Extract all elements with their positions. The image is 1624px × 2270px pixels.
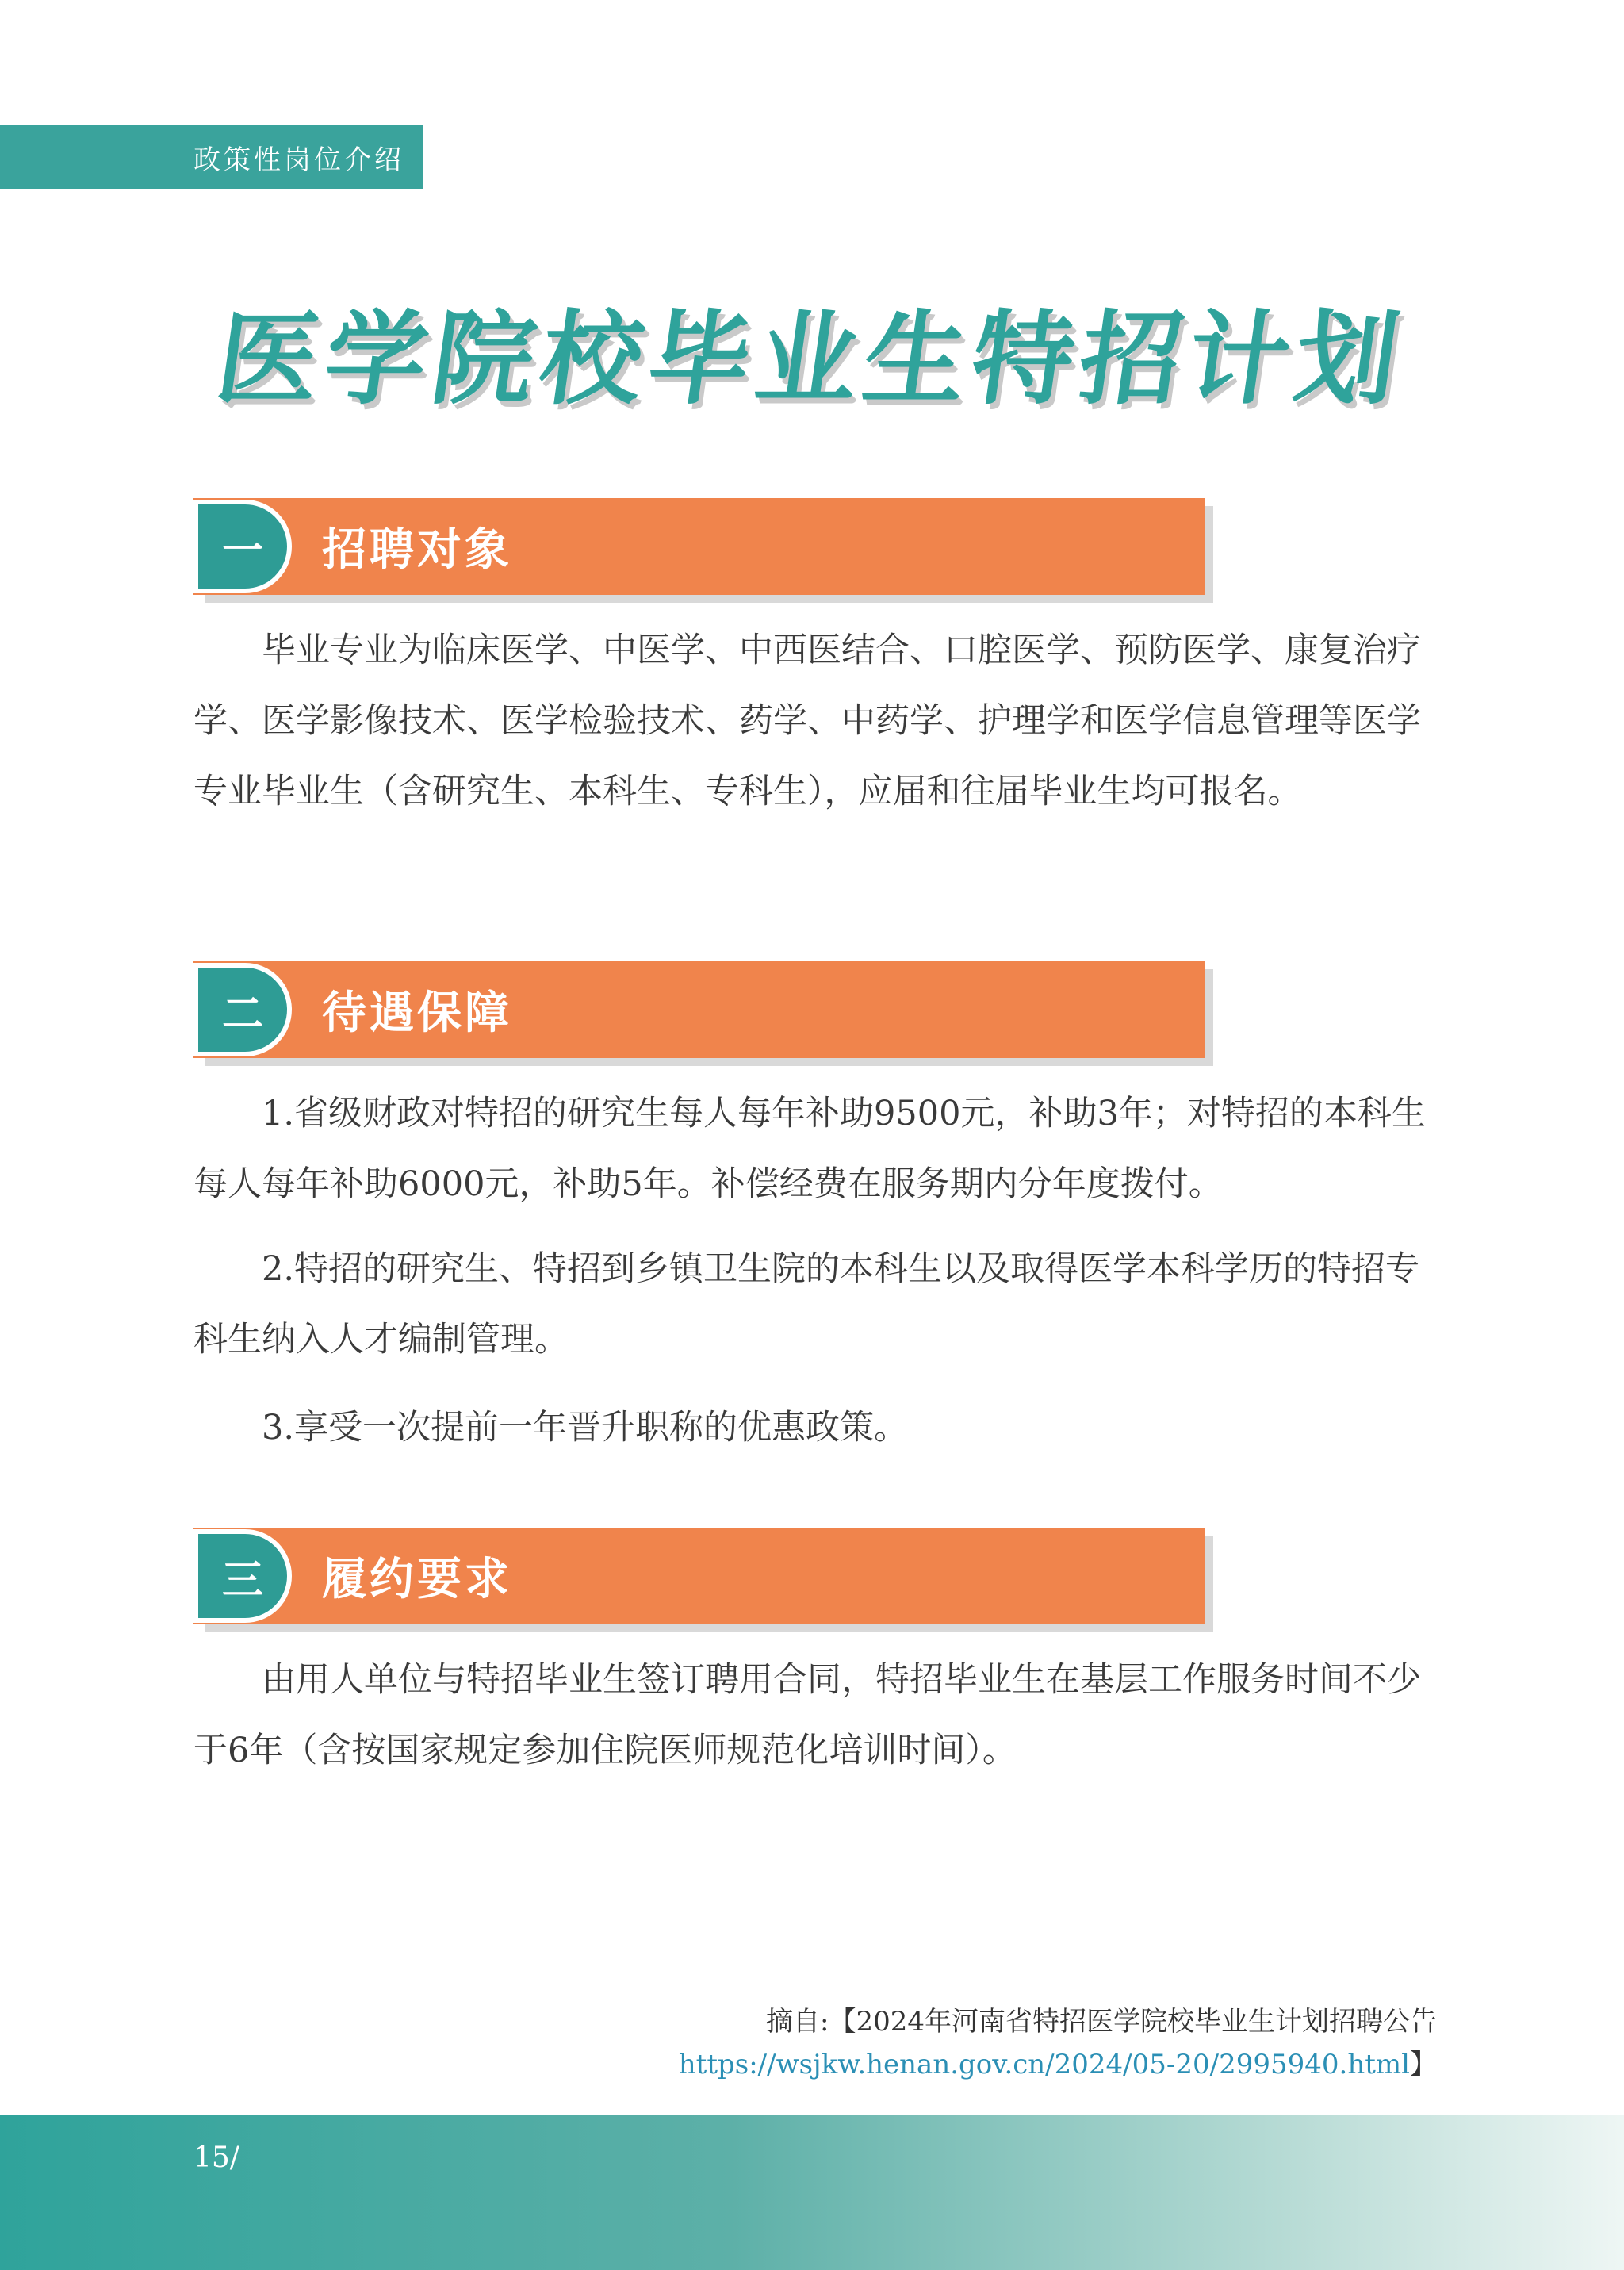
section-header-3 [193,1528,1205,1624]
section-2-paragraph-2: 2.特招的研究生、特招到乡镇卫生院的本科生以及取得医学本科学历的特招专科生纳入人才编制管理。 [193,1249,1420,1359]
section-number: 二 [221,990,263,1038]
section-number: 一 [221,527,263,575]
source-title: 摘自:【2024年河南省特招医学院校毕业生计划招聘公告 [766,2006,1437,2038]
section-2-paragraph-1: 1.省级财政对特招的研究生每人每年补助9500元，补助3年；对特招的本科生每人每年补助6000元，补助5年。补偿经费在服务期内分年度拨付。 [193,1094,1426,1204]
section-2-paragraph-3: 3.享受一次提前一年晋升职称的优惠政策。 [262,1408,909,1448]
source-url[interactable]: https://wsjkw.henan.gov.cn/2024/05-20/2995940.html [678,2049,1410,2080]
source-citation [679,2000,1437,2086]
section-heading: 招聘对象 [322,524,512,576]
section-heading: 待遇保障 [322,987,512,1039]
section-tag-label: 政策性岗位介绍 [193,144,404,176]
page-number: 15/ [193,2142,239,2174]
page-title: 医学院校毕业生特招计划 [209,301,1412,419]
section-3-paragraph: 由用人单位与特招毕业生签订聘用合同，特招毕业生在基层工作服务时间不少于6年（含按国家规定参加住院医师规范化培训时间）。 [193,1660,1421,1770]
section-number-badge [193,500,292,593]
section-number-badge [193,963,292,1056]
footer-band [0,2115,1624,2270]
section-header-1 [193,498,1205,595]
section-1-paragraph: 毕业专业为临床医学、中医学、中西医结合、口腔医学、预防医学、康复治疗学、医学影像技术、医学检验技术、药学、中药学、护理学和医学信息管理等医学专业毕业生（含研究生、本科生、专科生），应届和往届毕业生均可报名。 [193,631,1421,811]
source-url-line [679,2043,1437,2086]
source-close-bracket: 】 [1410,2049,1437,2080]
section-number-badge [193,1529,292,1623]
section-heading: 履约要求 [322,1554,512,1605]
section-tag [0,125,423,189]
section-header-2 [193,961,1205,1058]
section-number: 三 [221,1556,263,1605]
